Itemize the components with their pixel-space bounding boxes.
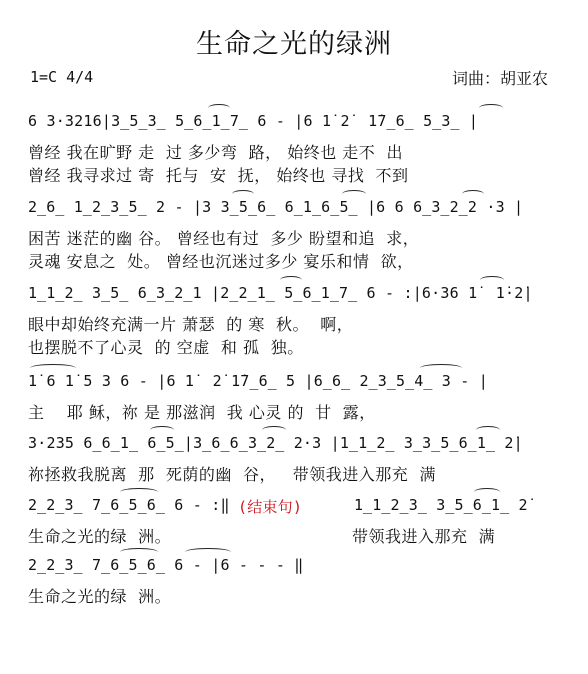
jianpu-notation-row: 2̲2̲3̲ 7̲6̲5̲6̲ 6 - :‖ (28, 496, 230, 514)
slur-arc (474, 488, 500, 496)
lyric-line-2: 灵魂 安息之 处。 曾经也沉迷过多少 宴乐和情 欲， (28, 252, 414, 271)
slur-arc (280, 276, 302, 284)
slur-arc (342, 190, 366, 198)
lyric-line-2: 曾经 我寻求过 寄 托与 安 抚， 始终也 寻找 不到 (28, 166, 409, 185)
lyric-line-1: 祢拯救我脱离 那 死荫的幽 谷， 带领我进入那充 满 (28, 465, 436, 484)
slur-arc (208, 104, 230, 112)
jianpu-notation-row: 3·235 6̲6̲1̲ 6̲5̲|3̲6̲6̲3̲2̲ 2·3 |1̲1̲2̲ 3̲3̲5̲6̲1̲ 2̇| (28, 434, 523, 452)
lyric-line-1: 生命之光的绿 洲。 (28, 587, 172, 606)
lyric-line-1: 主 耶 稣，祢 是 那滋润 我 心灵 的 甘 露， (28, 403, 376, 422)
slur-arc (476, 426, 500, 434)
lyric-line-2: 也摆脱不了心灵 的 空虚 和 孤 独。 (28, 338, 304, 357)
slur-arc (232, 190, 254, 198)
jianpu-notation-row: 1̲1̲2̲ 3̲5̲ 6̲3̲2̲1 |2̲2̲1̲ 5̲6̲1̲7̲ 6 - :|6·36 1̇ 1̇·2̇| (28, 284, 533, 302)
jianpu-notation-tail: 1̲1̲2̲3̲ 3̲5̲6̲1̲ 2̇ (354, 496, 528, 514)
lyric-line-1: 曾经 我在旷野 走 过 多少弯 路， 始终也 走不 出 (28, 143, 403, 162)
jianpu-notation-row: 2̲6̲ 1̲2̲3̲5̲ 2 - |3 3̲5̲6̲ 6̲1̲6̲5̲ |6 6 6̲3̲2̲2 ·3 | (28, 198, 524, 216)
slur-arc (120, 548, 158, 556)
lyric-line-2: 带领我进入那充 满 (352, 527, 496, 546)
slur-arc (30, 364, 76, 372)
lyric-line-1: 生命之光的绿 洲。 (28, 527, 172, 546)
slur-arc (120, 488, 158, 496)
jianpu-notation-row: 2̲2̲3̲ 7̲6̲5̲6̲ 6 - |6 - - - ‖ (28, 556, 304, 574)
jianpu-notation-row: 1̇ 6 1̇ 5 3 6 - |6 1̇ 2̇ 1̇7̲6̲ 5 |6̲6̲ 2̲3̲5̲4̲ 3 - | (28, 372, 488, 390)
slur-arc (462, 190, 484, 198)
slur-arc (185, 548, 231, 556)
slur-arc (420, 364, 462, 372)
slur-arc (479, 104, 503, 112)
lyric-line-1: 困苦 迷茫的幽 谷。 曾经也有过 多少 盼望和追 求， (28, 229, 420, 248)
song-title: 生命之光的绿洲 (196, 29, 392, 60)
key-signature: 1=C 4/4 (30, 68, 94, 86)
slur-arc (480, 276, 504, 284)
jianpu-notation-row: 6 3·3216|3̲5̲3̲ 5̲6̲1̲7̲ 6 - |6 1̇ 2̇ 1̇7̲6̲ 5̲3̲ | (28, 112, 479, 130)
slur-arc (262, 426, 286, 434)
slur-arc (150, 426, 174, 434)
credits: 词曲：胡亚农 (451, 69, 548, 88)
lyric-line-1: 眼中却始终充满一片 萧瑟 的 寒 秋。 啊， (28, 315, 354, 334)
ending-phrase-label: (结束句) (238, 498, 303, 516)
